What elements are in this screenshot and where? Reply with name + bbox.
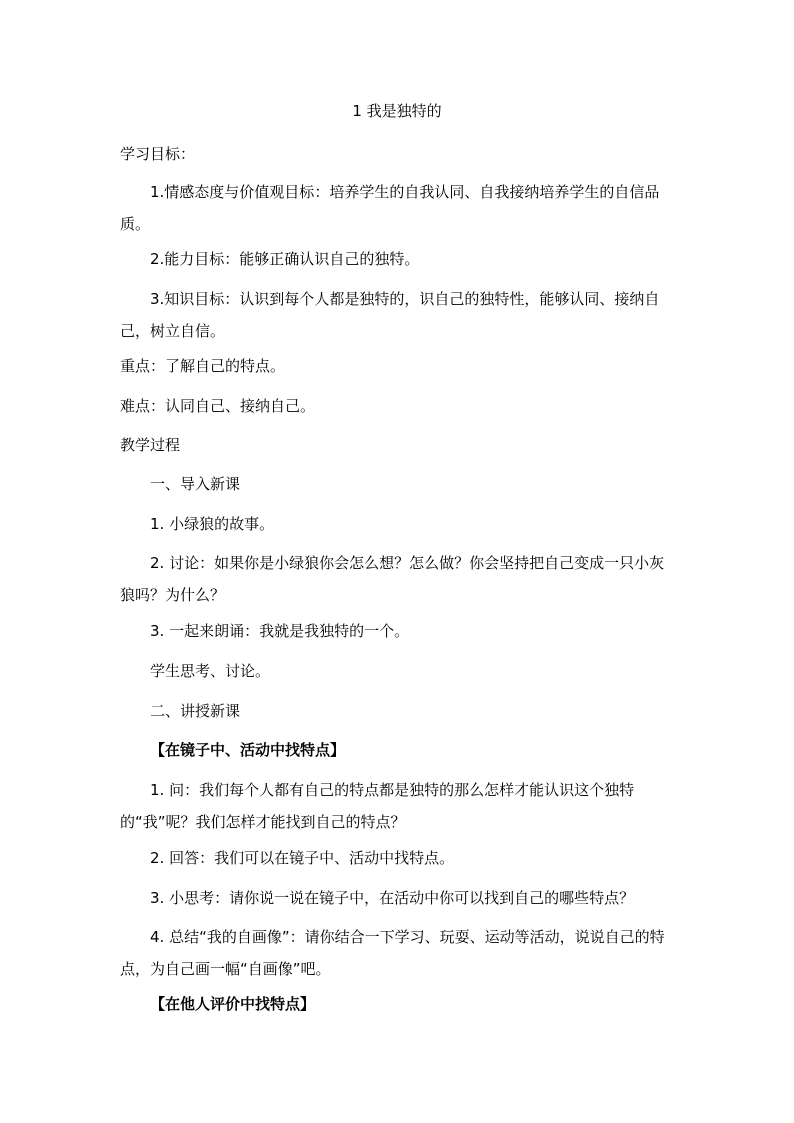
goal-item-2: 2.能力目标：能够正确认识自己的独特。 — [150, 250, 420, 268]
page-title: 1 我是独特的 — [352, 102, 442, 120]
section1-item-2: 2. 讨论：如果你是小绿狼你会怎么想？怎么做？你会坚持把自己变成一只小灰狼吗？为什么？ — [120, 554, 665, 604]
section2-subheading-1: 【在镜子中、活动中找特点】 — [150, 741, 346, 759]
key-point: 重点：了解自己的特点。 — [120, 357, 286, 375]
goals-heading: 学习目标： — [120, 145, 196, 163]
section2-item-2: 2. 回答：我们可以在镜子中、活动中找特点。 — [150, 849, 455, 867]
section2-heading: 二、讲授新课 — [150, 702, 241, 720]
section1-item-3: 3. 一起来朗诵：我就是我独特的一个。 — [150, 622, 410, 640]
section2-item-1: 1. 问：我们每个人都有自己的特点都是独特的那么怎样才能认识这个独特的“我”呢？我们怎样才能找到自己的特点？ — [120, 781, 635, 831]
section1-heading: 一、导入新课 — [150, 475, 241, 493]
section2-subheading-2: 【在他人评价中找特点】 — [150, 995, 316, 1013]
goal-item-1: 1.情感态度与价值观目标：培养学生的自我认同、自我接纳培养学生的自信品质。 — [120, 183, 660, 233]
section2-item-3: 3. 小思考：请你说一说在镜子中，在活动中你可以找到自己的哪些特点？ — [150, 889, 635, 907]
section2-item-4: 4. 总结“我的自画像”：请你结合一下学习、玩耍、运动等活动，说说自己的特点，为自己画一幅“自画像”吧。 — [120, 928, 665, 978]
goal-item-3: 3.知识目标：认识到每个人都是独特的，识自己的独特性，能够认同、接纳自己，树立自信。 — [120, 290, 660, 340]
section1-item-1: 1. 小绿狼的故事。 — [150, 515, 275, 533]
difficulty-point: 难点：认同自己、接纳自己。 — [120, 397, 316, 415]
section1-note: 学生思考、讨论。 — [150, 662, 271, 680]
process-heading: 教学过程 — [120, 436, 181, 454]
